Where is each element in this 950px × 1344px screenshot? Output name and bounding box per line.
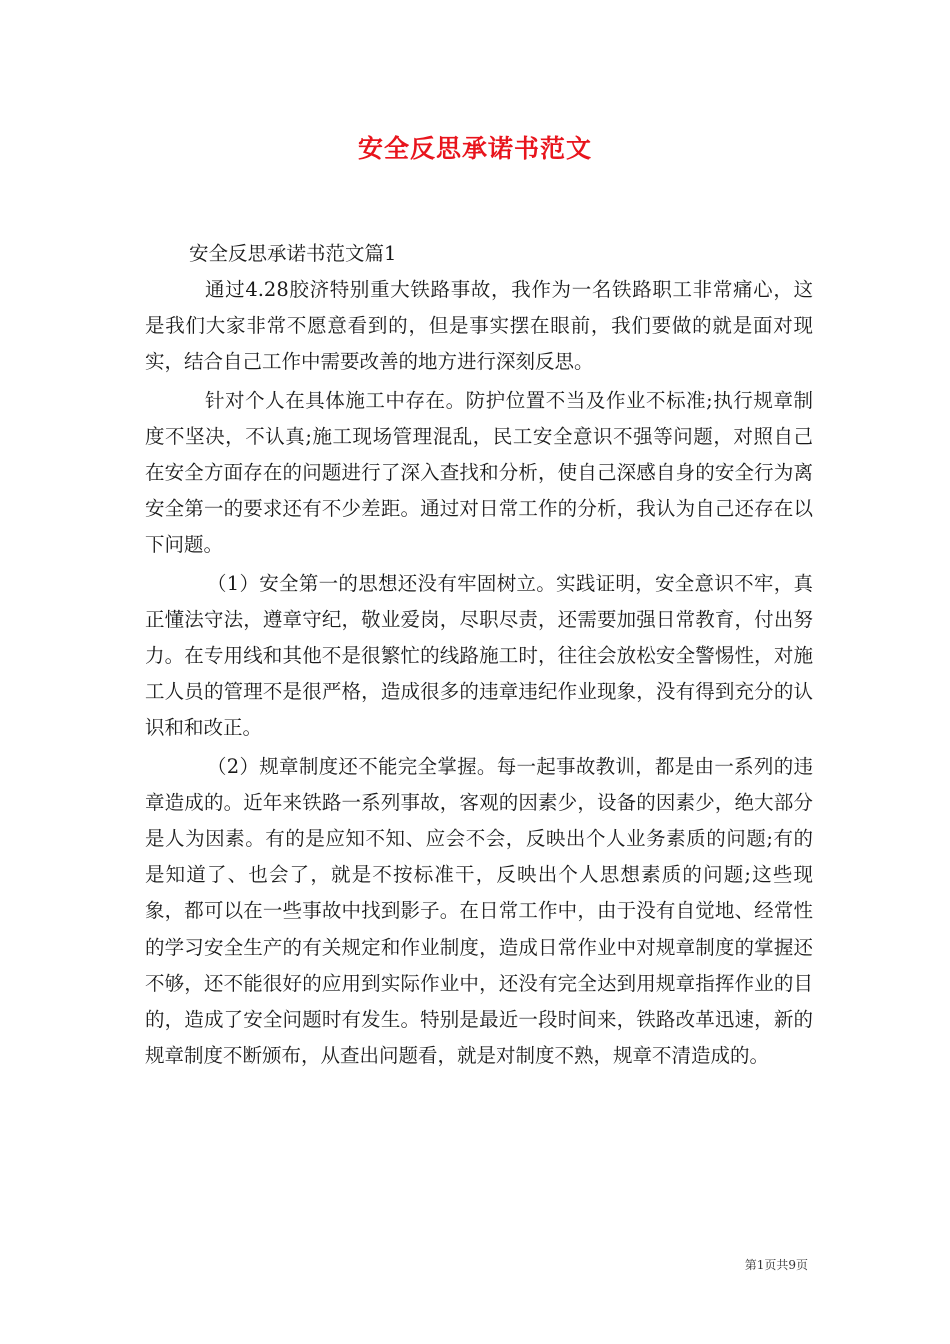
document-title: 安全反思承诺书范文 bbox=[357, 134, 592, 163]
paragraph-point-2: （2）规章制度还不能完全掌握。每一起事故教训，都是由一系列的违章造成的。近年来铁路一系列事故，客观的因素少，设备的因素少，绝大部分是人为因素。有的是应知不知、应会不会，反映出个人业务素质的问题;有的是知道了、也会了，就是不按标准干，反映出个人思想素质的问题;这些现象，都可以在一些事故中找到影子。在日常工作中，由于没有自觉地、经常性的学习安全生产的有关规定和作业制度，造成日常作业中对规章制度的掌握还不够，还不能很好的应用到实际作业中，还没有完全达到用规章指挥作业的目的，造成了安全问题时有发生。特别是最近一段时间来，铁路改革迅速，新的规章制度不断颁布，从查出问题看，就是对制度不熟，规章不清造成的。 bbox=[145, 754, 813, 1068]
section-heading: 安全反思承诺书范文篇1 bbox=[189, 242, 397, 265]
paragraph-intro: 通过4.28胶济特别重大铁路事故，我作为一名铁路职工非常痛心，这是我们大家非常不愿意看到的，但是事实摆在眼前，我们要做的就是面对现实，结合自己工作中需要改善的地方进行深刻反思。 bbox=[145, 278, 813, 374]
document-body bbox=[145, 236, 813, 1074]
paragraph-problems-overview: 针对个人在具体施工中存在。防护位置不当及作业不标准;执行规章制度不坚决，不认真;施工现场管理混乱，民工安全意识不强等问题，对照自己在安全方面存在的问题进行了深入查找和分析，使自己深感自身的安全行为离安全第一的要求还有不少差距。通过对日常工作的分析，我认为自己还存在以下问题。 bbox=[145, 388, 813, 557]
paragraph-point-1: （1）安全第一的思想还没有牢固树立。实践证明，安全意识不牢，真正懂法守法，遵章守纪，敬业爱岗，尽职尽责，还需要加强日常教育，付出努力。在专用线和其他不是很繁忙的线路施工时，往往会放松安全警惕性，对施工人员的管理不是很严格，造成很多的违章违纪作业现象，没有得到充分的认识和和改正。 bbox=[145, 571, 813, 740]
page-number: 第1页共9页 bbox=[744, 1258, 808, 1272]
